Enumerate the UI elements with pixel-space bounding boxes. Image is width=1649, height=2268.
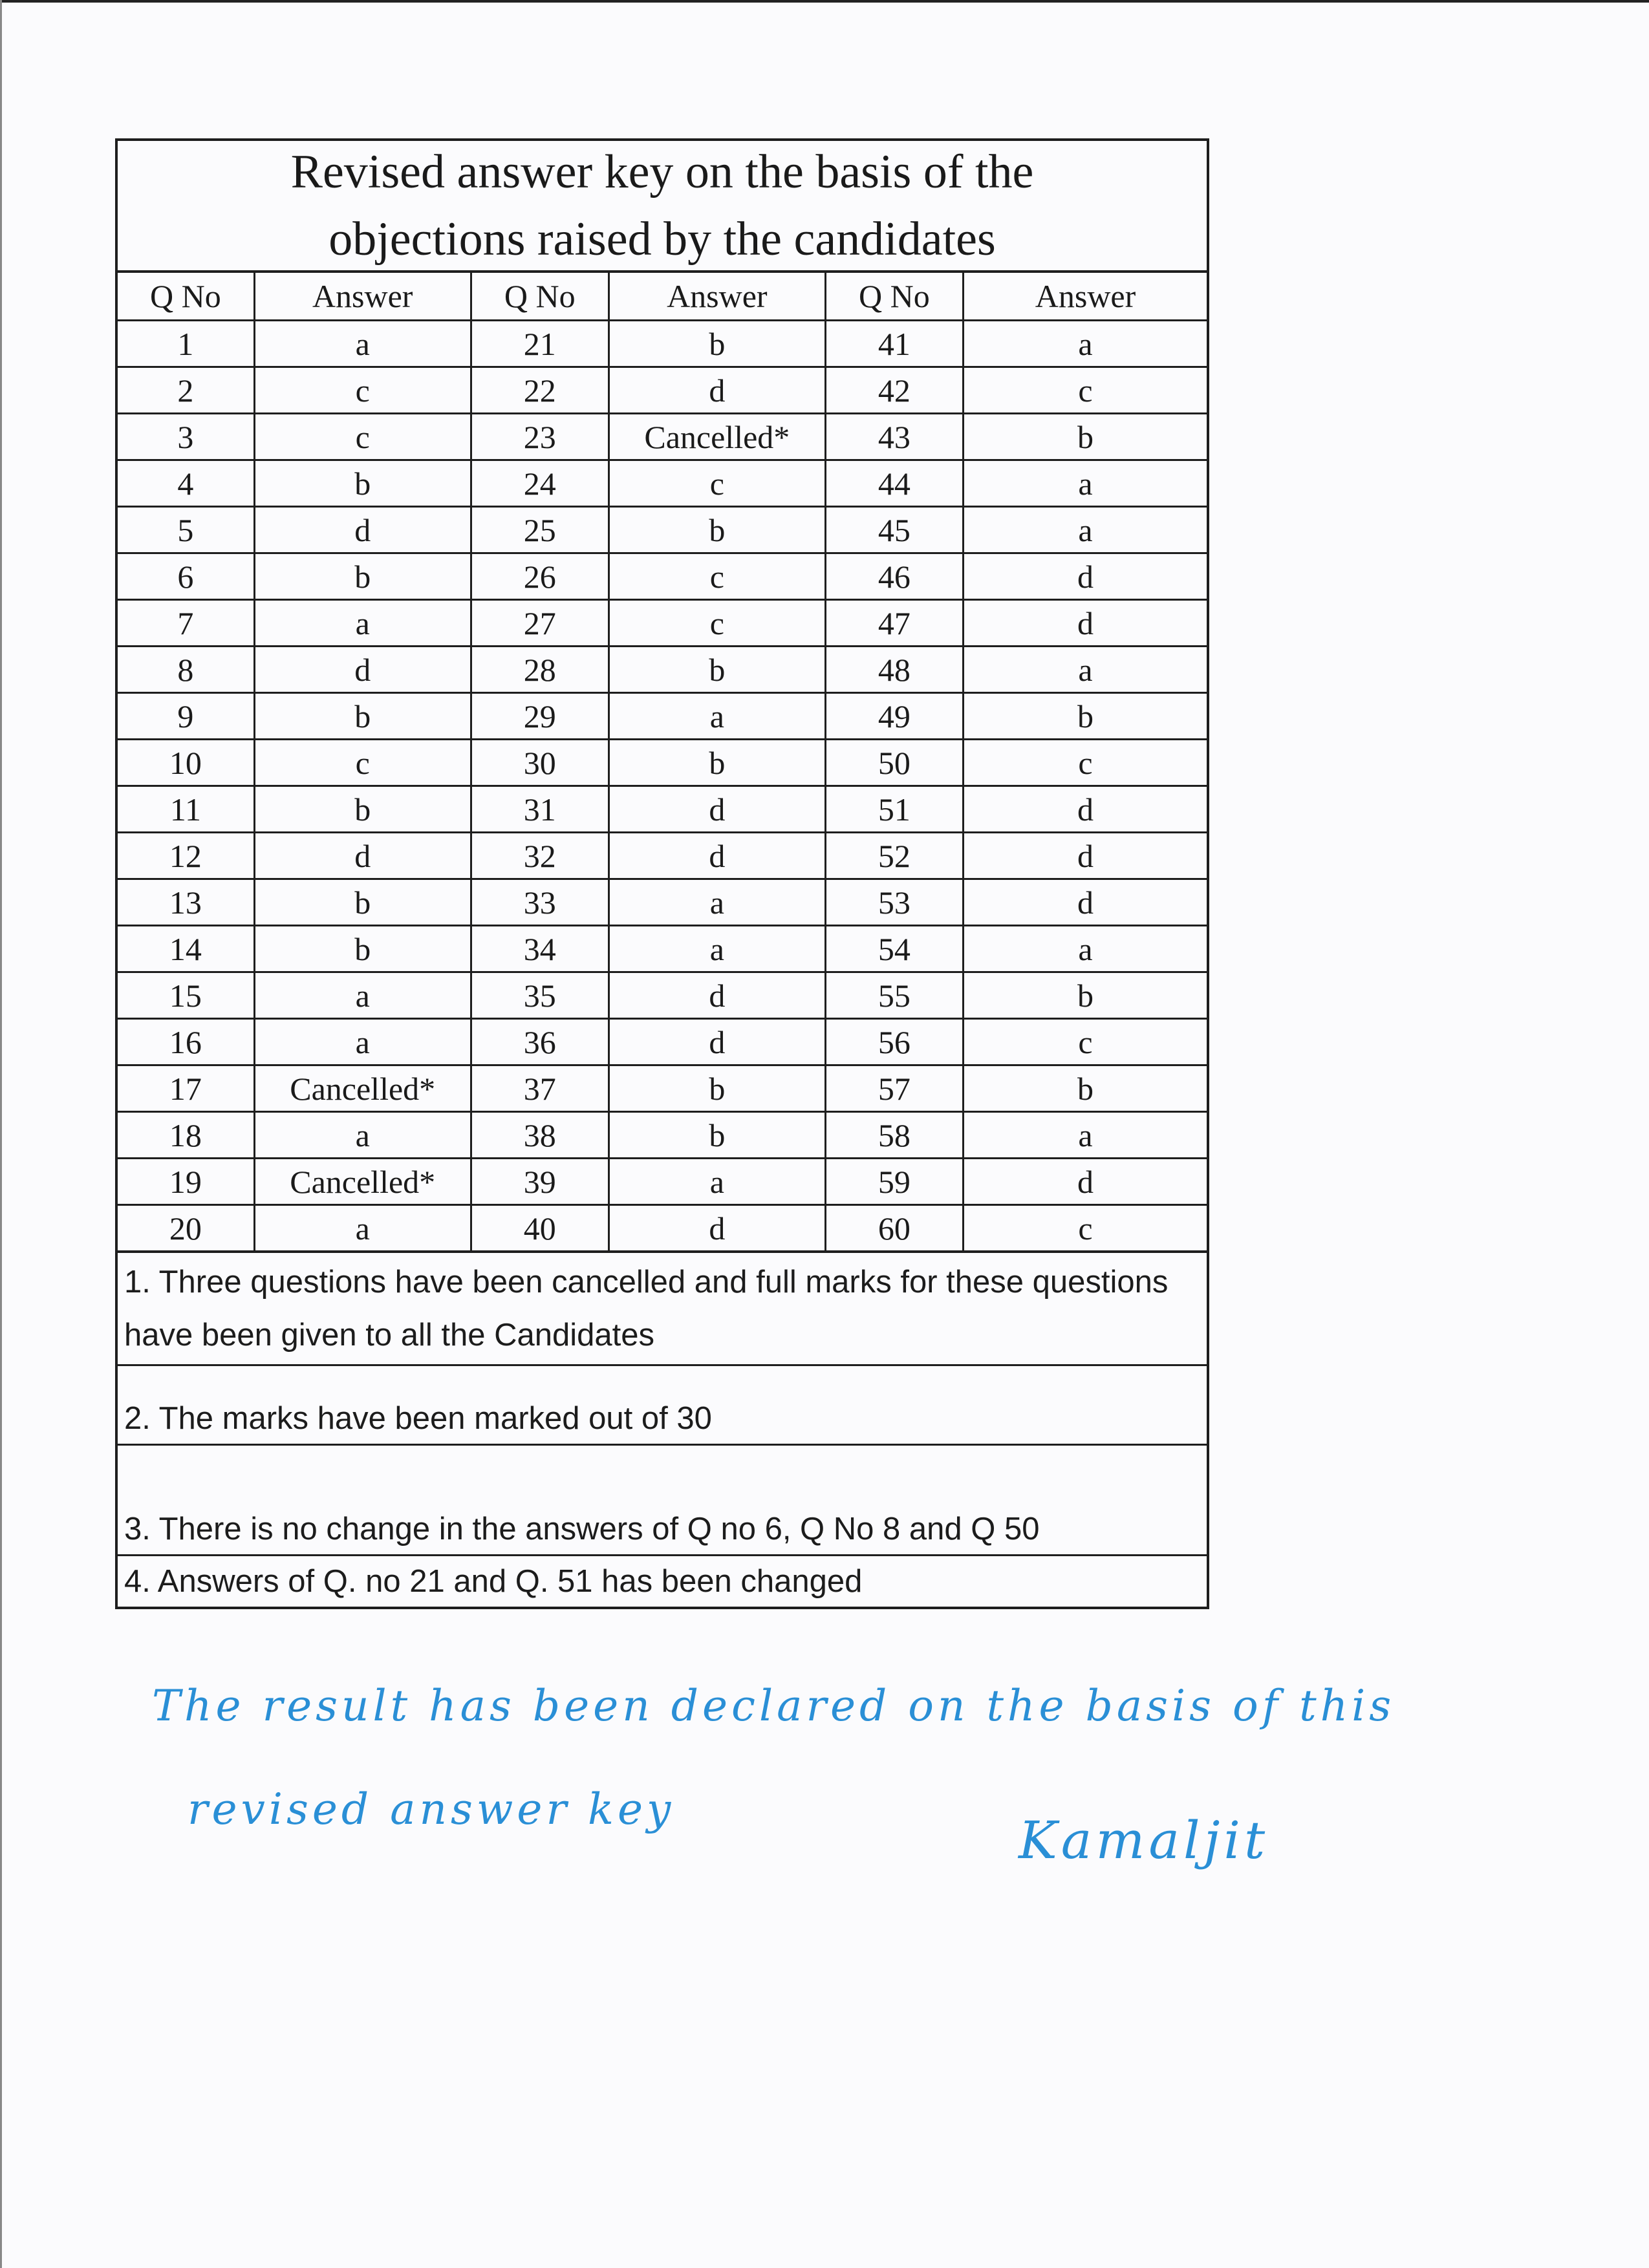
question-number-cell: 58 — [825, 1112, 963, 1159]
question-number-cell: 33 — [471, 879, 609, 926]
question-number-cell: 47 — [825, 600, 963, 647]
table-row — [116, 786, 1208, 833]
answer-cell: c — [254, 740, 471, 786]
question-number-cell: 3 — [116, 414, 254, 460]
table-row — [116, 1112, 1208, 1159]
answer-cell: b — [609, 740, 825, 786]
answer-cell: b — [609, 647, 825, 693]
table-row — [116, 321, 1208, 367]
answer-cell: d — [964, 553, 1208, 600]
question-number-cell: 59 — [825, 1159, 963, 1205]
answer-cell: a — [964, 321, 1208, 367]
question-number-cell: 4 — [116, 460, 254, 507]
question-number-cell: 8 — [116, 647, 254, 693]
question-number-cell: 23 — [471, 414, 609, 460]
answer-cell: d — [609, 1205, 825, 1252]
note-4: 4. Answers of Q. no 21 and Q. 51 has been changed — [124, 1564, 863, 1599]
answer-cell: Cancelled* — [254, 1159, 471, 1205]
scan-edge-left — [0, 0, 2, 2268]
answer-cell: c — [254, 367, 471, 414]
question-number-cell: 51 — [825, 786, 963, 833]
table-row — [116, 1159, 1208, 1205]
answer-cell: Cancelled* — [609, 414, 825, 460]
answer-cell: b — [254, 693, 471, 740]
question-number-cell: 39 — [471, 1159, 609, 1205]
question-number-cell: 18 — [116, 1112, 254, 1159]
question-number-cell: 43 — [825, 414, 963, 460]
column-header: Q No — [116, 272, 254, 321]
handwritten-note-line-1: The result has been declared on the basis of this — [152, 1681, 1396, 1731]
question-number-cell: 16 — [116, 1019, 254, 1065]
answer-cell: c — [964, 367, 1208, 414]
answer-cell: a — [609, 693, 825, 740]
answer-cell: a — [609, 879, 825, 926]
answer-cell: c — [964, 740, 1208, 786]
question-number-cell: 49 — [825, 693, 963, 740]
answer-cell: a — [254, 1205, 471, 1252]
question-number-cell: 10 — [116, 740, 254, 786]
answer-cell: a — [609, 926, 825, 972]
question-number-cell: 20 — [116, 1205, 254, 1252]
answer-cell: a — [609, 1159, 825, 1205]
question-number-cell: 45 — [825, 507, 963, 553]
question-number-cell: 26 — [471, 553, 609, 600]
answer-cell: d — [254, 833, 471, 879]
table-row — [116, 647, 1208, 693]
note-1: 1. Three questions have been cancelled and full marks for these questions have been given to all the Candidates — [118, 1253, 1207, 1366]
answer-cell: b — [964, 414, 1208, 460]
answer-cell: b — [254, 553, 471, 600]
question-number-cell: 44 — [825, 460, 963, 507]
question-number-cell: 32 — [471, 833, 609, 879]
note-2 — [118, 1366, 1207, 1446]
question-number-cell: 55 — [825, 972, 963, 1019]
answer-cell: d — [609, 833, 825, 879]
answer-cell: a — [964, 926, 1208, 972]
question-number-cell: 15 — [116, 972, 254, 1019]
answer-cell: b — [609, 507, 825, 553]
question-number-cell: 28 — [471, 647, 609, 693]
question-number-cell: 31 — [471, 786, 609, 833]
answer-cell: a — [964, 647, 1208, 693]
page-title — [115, 138, 1209, 270]
question-number-cell: 48 — [825, 647, 963, 693]
answer-cell: a — [254, 972, 471, 1019]
question-number-cell: 30 — [471, 740, 609, 786]
column-header: Q No — [825, 272, 963, 321]
answer-cell: d — [964, 786, 1208, 833]
notes-section — [115, 1253, 1209, 1609]
table-row — [116, 833, 1208, 879]
answer-cell: a — [964, 1112, 1208, 1159]
answer-cell: d — [254, 507, 471, 553]
table-row — [116, 972, 1208, 1019]
answer-cell: Cancelled* — [254, 1065, 471, 1112]
answer-cell: a — [964, 460, 1208, 507]
table-row — [116, 460, 1208, 507]
answer-cell: a — [254, 321, 471, 367]
answer-cell: d — [964, 879, 1208, 926]
title-line-2: objections raised by the candidates — [329, 213, 996, 266]
question-number-cell: 11 — [116, 786, 254, 833]
note-3-text: 3. There is no change in the answers of Q no 6, Q No 8 and Q 50 — [124, 1512, 1040, 1546]
question-number-cell: 40 — [471, 1205, 609, 1252]
answer-cell: d — [964, 833, 1208, 879]
answer-cell: d — [964, 1159, 1208, 1205]
question-number-cell: 34 — [471, 926, 609, 972]
question-number-cell: 27 — [471, 600, 609, 647]
question-number-cell: 46 — [825, 553, 963, 600]
question-number-cell: 37 — [471, 1065, 609, 1112]
answer-cell: b — [254, 879, 471, 926]
question-number-cell: 21 — [471, 321, 609, 367]
question-number-cell: 1 — [116, 321, 254, 367]
answer-cell: d — [609, 1019, 825, 1065]
table-row — [116, 553, 1208, 600]
column-header: Answer — [964, 272, 1208, 321]
table-row — [116, 926, 1208, 972]
table-row — [116, 600, 1208, 647]
table-header-row — [116, 272, 1208, 321]
table-row — [116, 1205, 1208, 1252]
answer-cell: b — [609, 1065, 825, 1112]
question-number-cell: 9 — [116, 693, 254, 740]
table-row — [116, 740, 1208, 786]
question-number-cell: 56 — [825, 1019, 963, 1065]
column-header: Answer — [254, 272, 471, 321]
handwritten-note-line-2: revised answer key — [188, 1784, 675, 1834]
table-row — [116, 1019, 1208, 1065]
scan-edge-top — [0, 0, 1649, 3]
answer-cell: b — [254, 926, 471, 972]
question-number-cell: 57 — [825, 1065, 963, 1112]
answer-cell: b — [964, 1065, 1208, 1112]
question-number-cell: 7 — [116, 600, 254, 647]
answer-cell: c — [609, 553, 825, 600]
note-3 — [118, 1446, 1207, 1556]
question-number-cell: 29 — [471, 693, 609, 740]
column-header: Q No — [471, 272, 609, 321]
question-number-cell: 12 — [116, 833, 254, 879]
answer-cell: d — [964, 600, 1208, 647]
question-number-cell: 19 — [116, 1159, 254, 1205]
answer-cell: b — [254, 460, 471, 507]
question-number-cell: 22 — [471, 367, 609, 414]
signature: Kamaljit — [1018, 1810, 1269, 1870]
question-number-cell: 6 — [116, 553, 254, 600]
answer-cell: b — [254, 786, 471, 833]
question-number-cell: 54 — [825, 926, 963, 972]
question-number-cell: 53 — [825, 879, 963, 926]
question-number-cell: 52 — [825, 833, 963, 879]
answer-cell: d — [254, 647, 471, 693]
table-row — [116, 507, 1208, 553]
column-header: Answer — [609, 272, 825, 321]
question-number-cell: 35 — [471, 972, 609, 1019]
question-number-cell: 14 — [116, 926, 254, 972]
question-number-cell: 50 — [825, 740, 963, 786]
answer-cell: c — [964, 1019, 1208, 1065]
question-number-cell: 17 — [116, 1065, 254, 1112]
answer-cell: d — [609, 786, 825, 833]
question-number-cell: 24 — [471, 460, 609, 507]
question-number-cell: 42 — [825, 367, 963, 414]
answer-cell: a — [254, 600, 471, 647]
answer-cell: b — [964, 972, 1208, 1019]
table-row — [116, 1065, 1208, 1112]
answer-cell: a — [254, 1112, 471, 1159]
question-number-cell: 36 — [471, 1019, 609, 1065]
answer-cell: c — [254, 414, 471, 460]
answer-cell: b — [964, 693, 1208, 740]
table-row — [116, 414, 1208, 460]
answer-cell: a — [964, 507, 1208, 553]
question-number-cell: 13 — [116, 879, 254, 926]
note-2-text: 2. The marks have been marked out of 30 — [124, 1401, 712, 1436]
answer-cell: c — [609, 460, 825, 507]
answer-key-table — [115, 270, 1209, 1253]
answer-cell: d — [609, 972, 825, 1019]
answer-cell: c — [964, 1205, 1208, 1252]
table-row — [116, 693, 1208, 740]
answer-cell: a — [254, 1019, 471, 1065]
question-number-cell: 41 — [825, 321, 963, 367]
answer-cell: d — [609, 367, 825, 414]
answer-key-sheet — [115, 138, 1209, 1609]
question-number-cell: 25 — [471, 507, 609, 553]
title-line-1: Revised answer key on the basis of the — [290, 145, 1034, 198]
question-number-cell: 2 — [116, 367, 254, 414]
question-number-cell: 60 — [825, 1205, 963, 1252]
question-number-cell: 5 — [116, 507, 254, 553]
question-number-cell: 38 — [471, 1112, 609, 1159]
table-row — [116, 879, 1208, 926]
answer-cell: b — [609, 1112, 825, 1159]
table-row — [116, 367, 1208, 414]
answer-cell: c — [609, 600, 825, 647]
answer-cell: b — [609, 321, 825, 367]
